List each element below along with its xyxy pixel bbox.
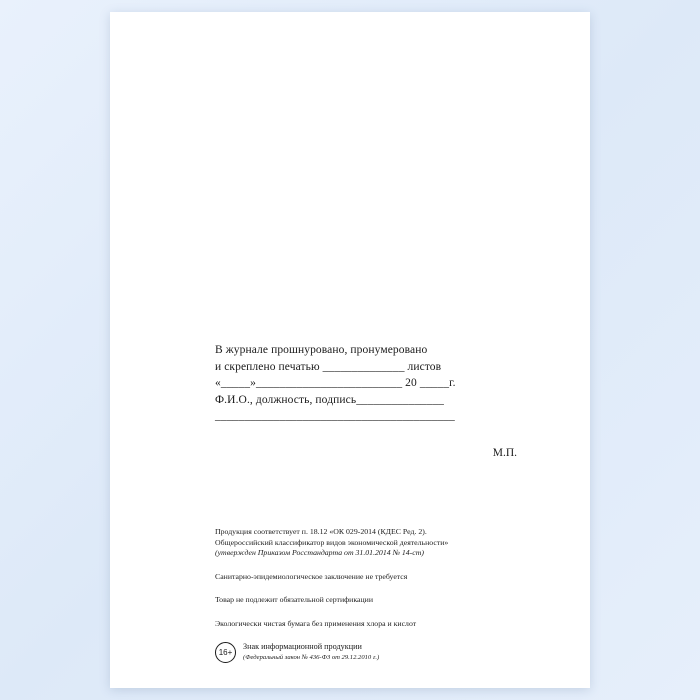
certification-note-text: Товар не подлежит обязательной сертификации bbox=[215, 595, 373, 604]
sanitary-note bbox=[215, 572, 565, 583]
certification-line-1: В журнале прошнуровано, пронумеровано bbox=[215, 344, 428, 356]
certification-line-4: Ф.И.О., должность, подпись_______________ bbox=[215, 393, 444, 406]
age-rating-label: Знак информационной продукции bbox=[243, 642, 362, 651]
certification-note bbox=[215, 595, 565, 606]
conformity-line-3: (утвержден Приказом Росстандарта от 31.01.2014 № 14-ст) bbox=[215, 548, 424, 557]
sanitary-note-text: Санитарно-эпидемиологическое заключение не требуется bbox=[215, 571, 408, 581]
certification-line-2: и скреплено печатью ______________ листов bbox=[215, 360, 442, 373]
certification-line-3: «_____»_________________________ 20 _____г. bbox=[215, 377, 456, 389]
paper-note bbox=[215, 619, 565, 630]
certification-lines bbox=[215, 342, 545, 425]
age-rating-law: (Федеральный закон № 436-ФЗ от 29.12.2010 г.) bbox=[243, 653, 380, 661]
certification-block bbox=[215, 342, 545, 459]
age-rating-text bbox=[243, 642, 379, 663]
age-rating-badge-icon: 16+ bbox=[215, 642, 236, 663]
age-rating-block bbox=[215, 642, 565, 663]
certification-line-5: _________________________________________ bbox=[215, 410, 455, 422]
paper-note-text: Экологически чистая бумага без применения хлора и кислот bbox=[215, 618, 417, 628]
document-page bbox=[110, 12, 590, 688]
conformity-line-1: Продукция соответствует п. 18.12 «ОК 029-2014 (КДЕС Ред. 2). bbox=[215, 527, 427, 536]
document-footer bbox=[215, 527, 565, 663]
conformity-block bbox=[215, 527, 565, 559]
seal-mark: М.П. bbox=[492, 446, 517, 459]
conformity-line-2: Общероссийский классификатор видов экономической деятельности» bbox=[215, 537, 449, 547]
